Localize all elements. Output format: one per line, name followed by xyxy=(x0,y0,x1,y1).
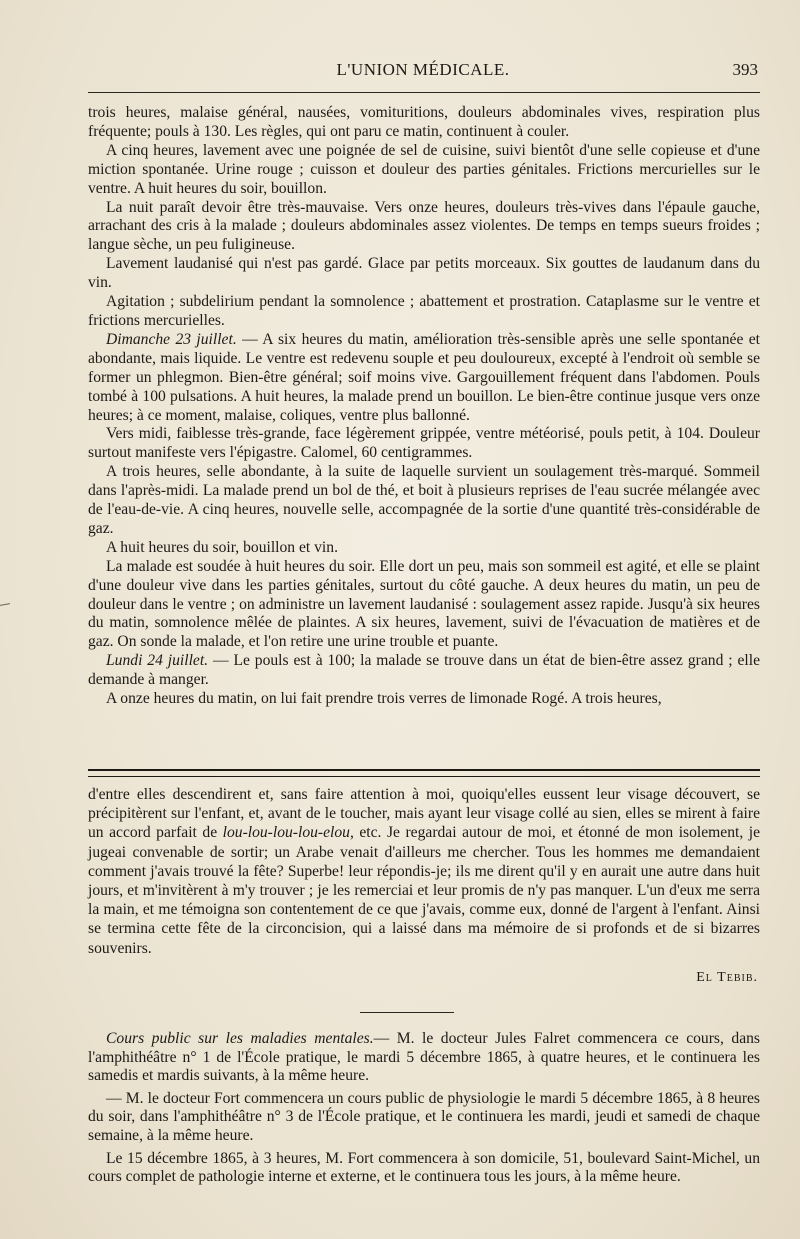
paragraph-text: — Le pouls est à 100; la malade se trouve dans un état de bien-être assez grand ; elle demande à manger. xyxy=(88,652,760,689)
header-rule xyxy=(88,92,760,93)
section-rule xyxy=(360,1012,454,1013)
feuilleton-chant: lou-lou-lou-lou-elou xyxy=(222,824,350,842)
feuilleton xyxy=(88,785,760,958)
date-heading: Lundi 24 juillet. xyxy=(106,652,209,670)
paragraph-text: — A six heures du matin, amélioration très-sensible après une selle spontanée et abondante, mais liquide. Le ventre est redevenu souple et peu douloureux, excepté à l'endroit où semble se former un phlegmon. Bien-être général; soif moins vive. Gargouillement fréquent dans l'abdomen. Pouls tombé à 100 pulsations. A huit heures, la malade prend un bouillon. Le bien-être continue jusque vers onze heures; à ce moment, malaise, coliques, ventre plus ballonné. xyxy=(88,330,760,424)
announcement xyxy=(88,1030,760,1086)
announcement-title: Cours public sur les maladies mentales. xyxy=(106,1030,374,1047)
page-number: 393 xyxy=(732,60,758,79)
feuilleton-text: d'entre elles descendirent et, sans faire attention à moi, quoiqu'elles eussent leur visage découvert, se précipitèrent sur l'enfant, et, avant de le toucher, mais ayant leur visage collé au sien, elles se mirent à faire un accord parfait de xyxy=(88,786,760,842)
paragraph: La malade est soudée à huit heures du soir. Elle dort un peu, mais son sommeil est agité, et elle se plaint d'une douleur vive dans les parties génitales, surtout du côté gauche. A deux heures du matin, un peu de douleur dans le ventre ; on administre un lavement laudanisé : soulagement assez rapide. Jusqu'à six heures du matin, somnolence mêlée de plaintes. A six heures, lavement, suivi de l'évacuation de matières et de gaz. On sonde la malade, et l'on retire une urine trouble et puante. xyxy=(88,557,760,651)
clinical-observation xyxy=(88,104,760,709)
feuilleton-separator xyxy=(88,769,760,777)
paragraph xyxy=(88,331,760,426)
announcement: Le 15 décembre 1865, à 3 heures, M. Fort commencera à son domicile, 51, boulevard Saint-Michel, un cours complet de pathologie interne et externe, et le continuera tous les jours, à la même heure. xyxy=(88,1149,760,1186)
date-heading: Dimanche 23 juillet. xyxy=(106,330,237,348)
feuilleton-paragraph xyxy=(88,785,760,958)
paragraph: A trois heures, selle abondante, à la suite de laquelle survient un soulagement très-marqué. Sommeil dans l'après-midi. La malade prend un bol de thé, et boit à plusieurs reprises de l'eau sucrée mélangée avec de l'eau-de-vie. A cinq heures, nouvelle selle, accompagnée de la sortie d'une quantité très-considérable de gaz. xyxy=(88,463,760,537)
announcements xyxy=(88,1030,760,1191)
paragraph: La nuit paraît devoir être très-mauvaise. Vers onze heures, douleurs très-vives dans l'épaule gauche, arrachant des cris à la malade ; douleurs abdominales assez violentes. De temps en temps sueurs froides ; langue sèche, un peu fuligineuse. xyxy=(88,198,760,254)
paragraph: Agitation ; subdelirium pendant la somnolence ; abattement et prostration. Cataplasme sur le ventre et frictions mercurielles. xyxy=(88,293,760,329)
paragraph: A cinq heures, lavement avec une poignée de sel de cuisine, suivi bientôt d'une selle copieuse et d'une miction spontanée. Urine rouge ; cuisson et douleur des parties génitales. Frictions mercurielles sur le ventre. A huit heures du soir, bouillon. xyxy=(88,141,760,197)
author-signature: El Tebib. xyxy=(696,970,758,985)
paragraph xyxy=(88,652,760,690)
feuilleton-text: , etc. Je regardai autour de moi, et étonné de mon isolement, je jugeai convenable de sortir; un Arabe venait d'ailleurs me chercher. Tous les hommes me demandaient comment j'avais trouvé la fête? Superbe! leur répondis-je; ils me dirent qu'il y en aurait une autre dans huit jours, et m'invitèrent à m'y trouver ; je les remerciai et leur promis de n'y pas manquer. L'un d'eux me serra la main, et me témoigna son contentement de ce que j'avais, comme eux, donné de l'argent à l'enfant. Ainsi se termina cette fête de la circoncision, qui a laissé dans ma mémoire de si profonds et de si bizarres souvenirs. xyxy=(88,824,760,957)
paragraph: A huit heures du soir, bouillon et vin. xyxy=(106,538,338,556)
announcement-text: — M. le docteur Jules Falret commencera ce cours, dans l'amphithéâtre n° 1 de l'École pratique, le mardi 5 décembre 1865, à quatre heures, et le continuera les samedis et mardis suivants, à la même heure. xyxy=(88,1030,760,1085)
paragraph: Lavement laudanisé qui n'est pas gardé. Glace par petits morceaux. Six gouttes de laudanum dans du vin. xyxy=(88,255,760,292)
paragraph: trois heures, malaise général, nausées, vomituritions, douleurs abdominales vives, respiration plus fréquente; pouls à 130. Les règles, qui ont paru ce matin, continuent à couler. xyxy=(88,104,760,140)
announcement: — M. le docteur Fort commencera un cours public de physiologie le mardi 5 décembre 1865, à 8 heures du soir, dans l'amphithéâtre n° 3 de l'École pratique, et le continuera les mardi, jeudi et samedi de chaque semaine, à la même heure. xyxy=(88,1089,760,1144)
running-title: L'UNION MÉDICALE. xyxy=(336,60,510,79)
margin-mark xyxy=(0,603,10,606)
paragraph: A onze heures du matin, on lui fait prendre trois verres de limonade Rogé. A trois heures, xyxy=(106,690,662,708)
page-header xyxy=(88,60,758,86)
paragraph: Vers midi, faiblesse très-grande, face légèrement grippée, ventre météorisé, pouls petit, à 104. Douleur surtout manifeste vers l'épigastre. Calomel, 60 centigrammes. xyxy=(88,425,760,462)
